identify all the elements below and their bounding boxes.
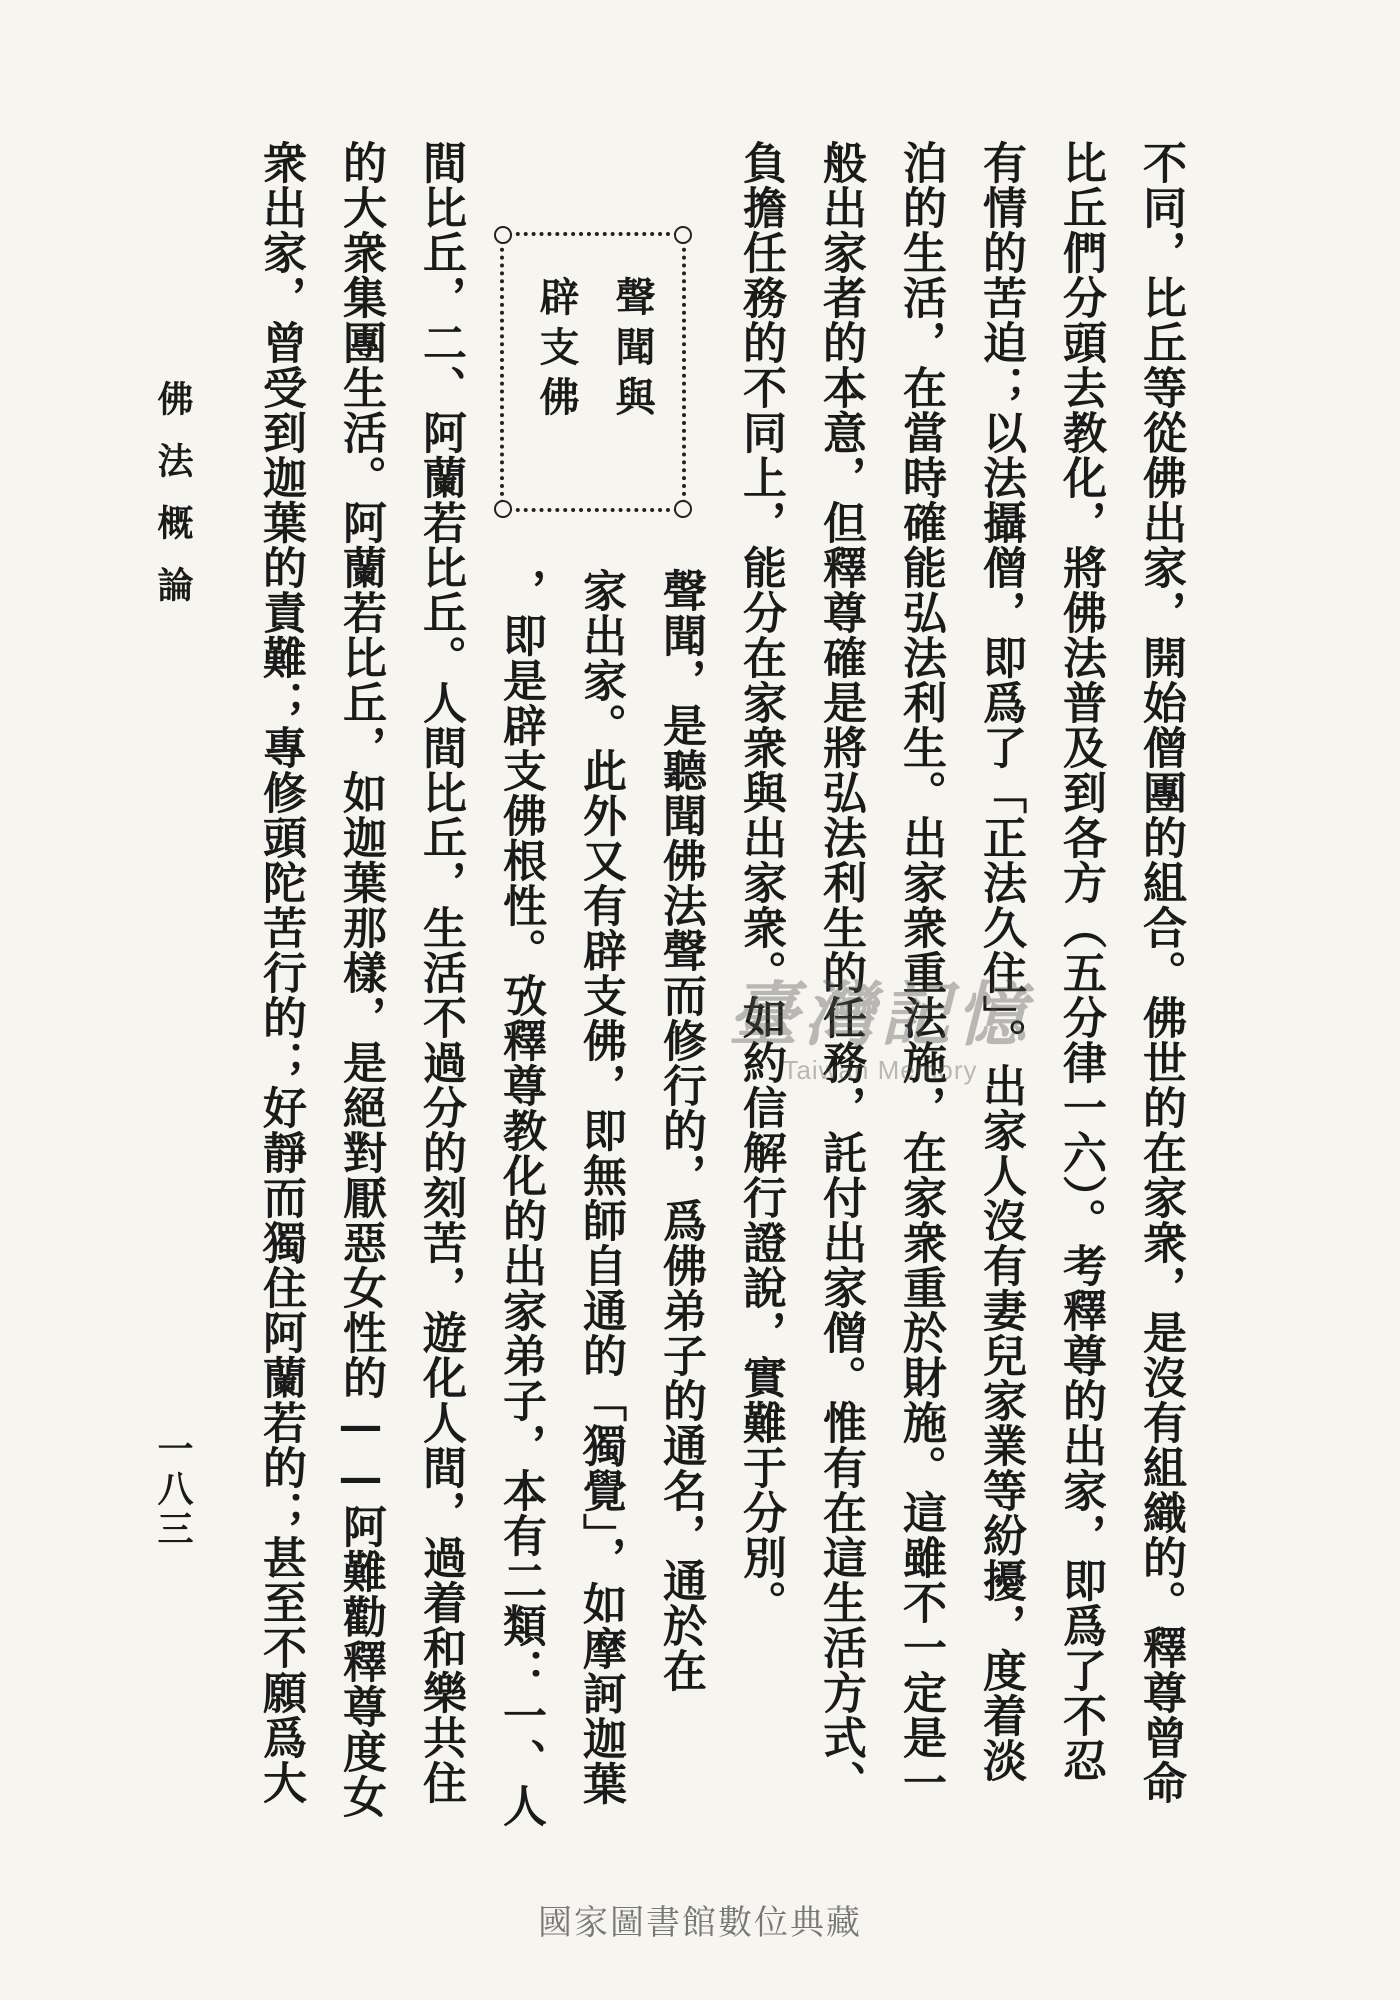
corner-circle-icon: [674, 500, 692, 518]
text-column-3: 有情的苦迫；以法攝僧，即爲了「正法久住」。出家人沒有妻兒家業等紛擾，度着淡: [975, 140, 1026, 1783]
text-column-side-3: ，即是辟支佛根性。攷釋尊教化的出家弟子，本有二類：一、人: [495, 568, 546, 1828]
text-column-1: 不同，比丘等從佛出家，開始僧團的組合。佛世的在家衆，是沒有組織的。釋尊曾命: [1135, 140, 1186, 1805]
page-number: 一八三: [152, 1430, 194, 1550]
section-heading-box: [500, 232, 686, 512]
book-title: 佛法概論: [152, 380, 194, 628]
text-column-9: 衆出家，曾受到迦葉的責難；專修頭陀苦行的；好靜而獨住阿蘭若的；甚至不願爲大: [255, 140, 306, 1805]
watermark-chinese: 臺灣記憶: [728, 973, 1032, 1056]
text-column-7: 間比丘，二、阿蘭若比丘。人間比丘，生活不過分的刻苦，遊化人間，過着和樂共住: [415, 140, 466, 1805]
text-column-2: 比丘們分頭去教化，將佛法普及到各方（五分律一六）。考釋尊的出家，即爲了不忍: [1055, 140, 1106, 1783]
corner-circle-icon: [674, 226, 692, 244]
text-column-side-1: 聲聞，是聽聞佛法聲而修行的，爲佛弟子的通名，通於在: [655, 568, 706, 1693]
text-column-6: 負擔任務的不同上，能分在家衆與出家衆。如約信解行證說，實難于分別。: [735, 140, 786, 1625]
text-column-4: 泊的生活，在當時確能弘法利生。出家衆重法施，在家衆重於財施。這雖不一定是一: [895, 140, 946, 1805]
section-heading-line-1: 聲聞與: [609, 276, 656, 426]
corner-circle-icon: [494, 226, 512, 244]
corner-circle-icon: [494, 500, 512, 518]
text-column-5: 般出家者的本意，但釋尊確是將弘法利生的任務，託付出家僧。惟有在這生活方式、: [815, 140, 866, 1805]
watermark-english: Taiwan Memory: [782, 1055, 978, 1085]
watermark: [700, 975, 1060, 1105]
text-column-8: 的大衆集團生活。阿蘭若比丘，如迦葉那樣，是絕對厭惡女性的——阿難勸釋尊度女: [335, 140, 386, 1819]
text-column-side-2: 家出家。此外又有辟支佛，即無師自通的「獨覺」，如摩訶迦葉: [575, 568, 626, 1806]
footer-credit: 國家圖書館數位典藏: [538, 1903, 862, 1943]
section-heading-line-2: 辟支佛: [533, 276, 580, 426]
